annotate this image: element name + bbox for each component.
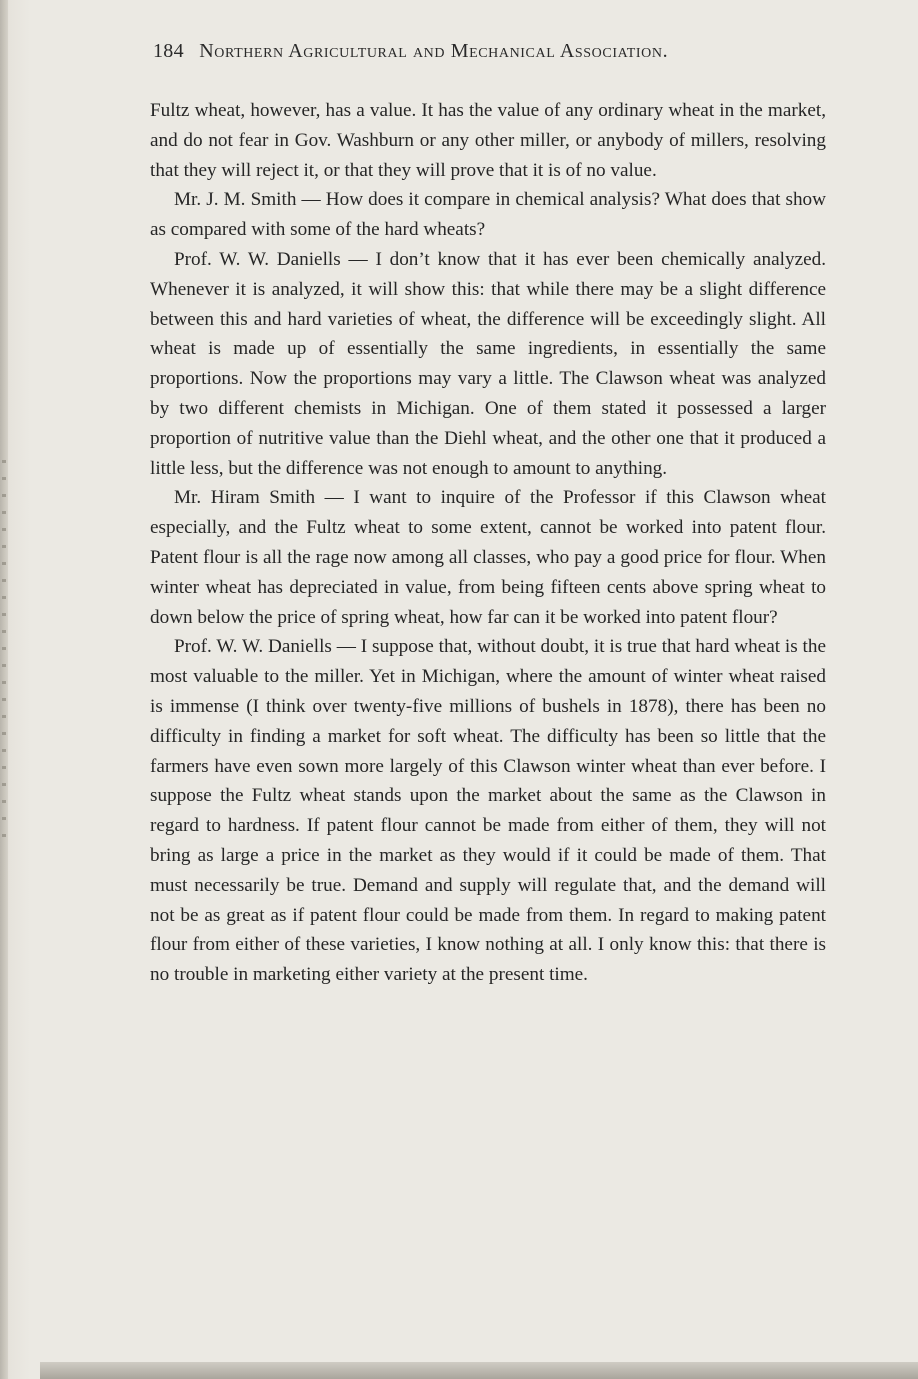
page-number: 184 <box>153 40 184 62</box>
body-text <box>150 96 826 990</box>
running-title: Northern Agricultural and Mechanical Association. <box>199 40 669 62</box>
paragraph-daniells-reply: Prof. W. W. Daniells — I suppose that, without doubt, it is true that hard wheat is the most valuable to the miller. Yet in Michigan, where the amount of winter wheat raised is immense (I think over twenty-five millions of bushels in 1878), there has been no difficulty in finding a market for soft wheat. The difficulty has been so little that the farmers have even sown more largely of this Clawson winter wheat than ever before. I suppose the Fultz wheat stands upon the market about the same as the Clawson in regard to hardness. If patent flour cannot be made from either of them, they will not bring as large a price in the market as they would if it could be made of them. That must necessarily be true. Demand and supply will regulate that, and the demand will not be as great as if patent flour could be made from them. In regard to making patent flour from either of these varieties, I know nothing at all. I only know this: that there is no trouble in marketing either variety at the present time. <box>150 636 826 986</box>
running-header <box>153 40 833 63</box>
paragraph-jm-smith-question: Mr. J. M. Smith — How does it compare in chemical analysis? What does that show as compared with some of the hard wheats? <box>150 189 826 241</box>
paragraph-continuation: Fultz wheat, however, has a value. It has the value of any ordinary wheat in the market, and do not fear in Gov. Washburn or any other miller, or anybody of millers, resolving that they will reject it, or that they will prove that it is of no value. <box>150 100 826 181</box>
paragraph-hiram-smith-question: Mr. Hiram Smith — I want to inquire of the Professor if this Clawson wheat especially, and the Fultz wheat to some extent, cannot be worked into patent flour. Patent flour is all the rage now among all classes, who pay a good price for flour. When winter wheat has depreciated in value, from being fifteen cents above spring wheat to down below the price of spring wheat, how far can it be worked into patent flour? <box>150 487 826 628</box>
page-bottom-edge <box>40 1362 918 1379</box>
binding-marks <box>2 460 6 840</box>
paragraph-daniells-analysis: Prof. W. W. Daniells — I don’t know that it has ever been chemically analyzed. Whenever it is analyzed, it will show this: that while there may be a slight difference between this and hard varieties of wheat, the difference will be exceedingly slight. All wheat is made up of essentially the same ingredients, in essentially the same proportions. Now the proportions may vary a little. The Clawson wheat was analyzed by two different chemists in Michigan. One of them stated it possessed a larger proportion of nutritive value than the Diehl wheat, and the other one that it produced a little less, but the difference was not enough to amount to anything. <box>150 248 826 479</box>
